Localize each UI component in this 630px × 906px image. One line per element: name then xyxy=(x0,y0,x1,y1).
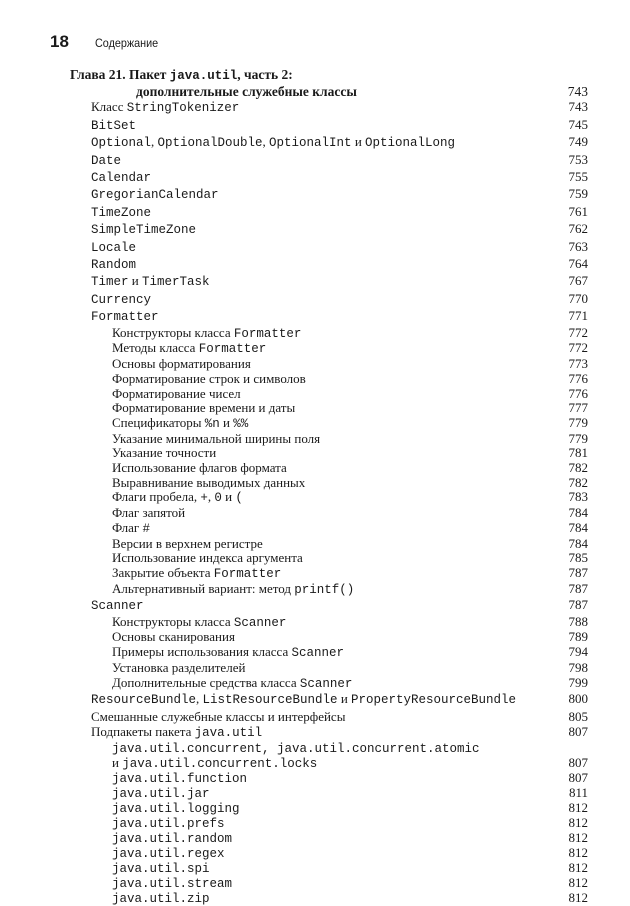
toc-entry xyxy=(70,221,588,238)
toc-entry-title: Formatter xyxy=(91,310,159,325)
toc-entry-page: 779 xyxy=(568,430,588,446)
toc-entry-page: 812 xyxy=(568,845,588,861)
toc-entry xyxy=(70,357,588,372)
toc-entry xyxy=(70,326,588,342)
chapter-heading: Глава 21. Пакет java.util, часть 2: дополнительные служебные классы 743 xyxy=(70,67,588,100)
toc-entry xyxy=(70,741,588,756)
toc-entry xyxy=(70,816,588,831)
toc-entry xyxy=(70,490,588,506)
toc-entry-title: java.util.logging xyxy=(112,802,240,817)
toc-entry-page: 781 xyxy=(568,445,588,461)
toc-entry xyxy=(70,152,588,169)
section-title: Содержание xyxy=(94,36,159,50)
toc-entry xyxy=(70,724,588,741)
toc-entry xyxy=(70,401,588,416)
toc-entry xyxy=(70,709,588,724)
toc-entry-page: 767 xyxy=(568,273,588,289)
toc-entry-page: 771 xyxy=(568,308,588,324)
toc-entry xyxy=(70,506,588,521)
toc-entry-page: 807 xyxy=(568,724,588,740)
toc-entry-page: 787 xyxy=(568,564,588,580)
toc-entry xyxy=(70,551,588,566)
toc-entry xyxy=(70,756,588,771)
toc-entry-title: Указание минимальной ширины поля xyxy=(112,430,321,446)
toc-entries xyxy=(70,99,588,906)
toc-entry-title: Дополнительные средства класса Scanner xyxy=(112,674,353,691)
toc-entry-title: java.util.jar xyxy=(112,787,210,802)
toc-entry xyxy=(70,691,588,708)
toc-entry-title: Закрытие объекта Formatter xyxy=(112,564,282,581)
toc-entry-page: 759 xyxy=(568,186,588,202)
toc-entry-title: Optional, OptionalDouble, OptionalInt и OptionalLong xyxy=(91,134,456,151)
toc-entry-page: 787 xyxy=(568,597,588,613)
toc-entry-title: Форматирование строк и символов xyxy=(112,370,306,386)
toc-entry-title: Подпакеты пакета java.util xyxy=(91,724,263,741)
toc-entry-page: 776 xyxy=(568,370,588,386)
toc-entry-title: Date xyxy=(91,153,122,168)
toc-entry-page: 800 xyxy=(568,691,588,707)
toc-entry-page: 782 xyxy=(568,460,588,476)
toc-entry-title: Альтернативный вариант: метод printf() xyxy=(112,580,355,597)
chapter-subtitle: дополнительные служебные классы xyxy=(136,84,357,100)
toc-entry-page: 805 xyxy=(568,708,588,724)
toc-entry xyxy=(70,432,588,447)
toc-entry-title: Форматирование времени и даты xyxy=(112,400,296,416)
table-of-contents xyxy=(70,67,588,906)
toc-entry-title: Основы форматирования xyxy=(112,356,251,372)
toc-entry-page: 743 xyxy=(568,99,588,115)
toc-entry-title: java.util.zip xyxy=(112,892,210,906)
toc-entry-page: 794 xyxy=(568,644,588,660)
toc-entry-page: 783 xyxy=(568,489,588,505)
toc-entry xyxy=(70,476,588,491)
toc-entry-page: 772 xyxy=(568,324,588,340)
toc-entry-title: java.util.random xyxy=(112,832,233,847)
toc-entry-title: Форматирование чисел xyxy=(112,385,241,401)
toc-entry-title: Выравнивание выводимых данных xyxy=(112,474,306,490)
toc-entry-title: java.util.spi xyxy=(112,862,210,877)
toc-entry xyxy=(70,99,588,116)
toc-entry xyxy=(70,597,588,614)
toc-entry xyxy=(70,676,588,692)
toc-entry xyxy=(70,771,588,786)
toc-entry-title: BitSet xyxy=(91,118,137,133)
page-number: 18 xyxy=(50,32,69,51)
toc-entry-title: Версии в верхнем регистре xyxy=(112,535,263,551)
toc-entry-page: 812 xyxy=(568,860,588,876)
toc-entry-page: 770 xyxy=(568,290,588,306)
toc-entry-page: 812 xyxy=(568,815,588,831)
toc-entry-page: 749 xyxy=(568,134,588,150)
toc-entry-title: Класс StringTokenizer xyxy=(91,99,240,116)
toc-entry xyxy=(70,566,588,582)
toc-entry xyxy=(70,256,588,273)
toc-entry xyxy=(70,661,588,676)
toc-entry-page: 772 xyxy=(568,340,588,356)
toc-entry-page: 787 xyxy=(568,580,588,596)
toc-entry-title: TimeZone xyxy=(91,205,152,220)
toc-entry-title: Флаг запятой xyxy=(112,505,186,521)
toc-entry xyxy=(70,291,588,308)
toc-entry-title: ResourceBundle, ListResourceBundle и PropertyResourceBundle xyxy=(91,691,517,708)
toc-entry xyxy=(70,537,588,552)
toc-entry-page: 773 xyxy=(568,356,588,372)
toc-entry-page: 799 xyxy=(568,674,588,690)
toc-entry xyxy=(70,582,588,598)
toc-entry xyxy=(70,273,588,290)
toc-entry xyxy=(70,630,588,645)
toc-entry-title: SimpleTimeZone xyxy=(91,223,197,238)
chapter-page: 743 xyxy=(567,84,588,100)
toc-entry-page: 777 xyxy=(568,400,588,416)
toc-entry-page: 785 xyxy=(568,550,588,566)
toc-entry-page: 811 xyxy=(568,785,588,801)
toc-entry-page: 762 xyxy=(568,221,588,237)
toc-entry-page: 782 xyxy=(568,474,588,490)
toc-entry-title: Использование флагов формата xyxy=(112,460,287,476)
toc-entry-page: 784 xyxy=(568,519,588,535)
toc-entry-page: 761 xyxy=(568,203,588,219)
toc-entry-page: 789 xyxy=(568,629,588,645)
toc-entry xyxy=(70,876,588,891)
toc-entry-title: java.util.prefs xyxy=(112,817,225,832)
toc-entry-page: 812 xyxy=(568,890,588,906)
toc-entry xyxy=(70,645,588,661)
toc-entry-title: Примеры использования класса Scanner xyxy=(112,644,345,661)
toc-entry-page: 776 xyxy=(568,385,588,401)
toc-entry-page: 755 xyxy=(568,169,588,185)
toc-entry xyxy=(70,341,588,357)
toc-entry-title: Scanner xyxy=(91,599,144,614)
toc-entry-title: Флаг # xyxy=(112,519,150,536)
toc-entry-title: java.util.concurrent, java.util.concurrent.atomic xyxy=(112,742,480,757)
toc-entry xyxy=(70,204,588,221)
toc-entry-title: Использование индекса аргумента xyxy=(112,550,303,566)
toc-entry-page: 812 xyxy=(568,830,588,846)
toc-entry xyxy=(70,891,588,906)
toc-entry-title: Конструкторы класса Scanner xyxy=(112,613,287,630)
toc-entry-title: Установка разделителей xyxy=(112,659,246,675)
toc-entry-page: 753 xyxy=(568,151,588,167)
toc-entry xyxy=(70,117,588,134)
toc-entry-title: Методы класса Formatter xyxy=(112,340,267,357)
toc-entry xyxy=(70,134,588,151)
toc-entry xyxy=(70,372,588,387)
toc-entry-page: 784 xyxy=(568,505,588,521)
toc-entry xyxy=(70,446,588,461)
toc-entry-title: java.util.stream xyxy=(112,877,233,892)
toc-entry xyxy=(70,169,588,186)
toc-entry-page: 798 xyxy=(568,659,588,675)
toc-entry-title: Смешанные служебные классы и интерфейсы xyxy=(91,708,346,724)
toc-entry xyxy=(70,786,588,801)
toc-entry-title: Конструкторы класса Formatter xyxy=(112,324,302,341)
toc-entry-title: java.util.function xyxy=(112,772,248,787)
toc-entry xyxy=(70,308,588,325)
toc-entry-title: и java.util.concurrent.locks xyxy=(112,755,318,772)
toc-entry xyxy=(70,186,588,203)
toc-entry-title: Timer и TimerTask xyxy=(91,273,210,290)
toc-entry-title: Указание точности xyxy=(112,445,217,461)
toc-entry xyxy=(70,831,588,846)
toc-entry-page: 812 xyxy=(568,800,588,816)
toc-entry-page: 763 xyxy=(568,238,588,254)
toc-entry xyxy=(70,461,588,476)
toc-entry xyxy=(70,801,588,816)
toc-entry xyxy=(70,615,588,631)
toc-entry-page: 788 xyxy=(568,613,588,629)
toc-entry-page: 807 xyxy=(568,755,588,771)
toc-entry xyxy=(70,861,588,876)
running-header xyxy=(50,32,165,54)
toc-entry-title: Currency xyxy=(91,292,152,307)
toc-entry-title: Спецификаторы %n и %% xyxy=(112,414,249,431)
toc-entry-title: java.util.regex xyxy=(112,847,225,862)
toc-entry-page: 807 xyxy=(568,770,588,786)
toc-entry-title: GregorianCalendar xyxy=(91,188,219,203)
toc-entry xyxy=(70,416,588,432)
toc-entry-page: 812 xyxy=(568,875,588,891)
toc-entry-title: Основы сканирования xyxy=(112,629,235,645)
toc-entry xyxy=(70,387,588,402)
toc-entry xyxy=(70,239,588,256)
toc-entry-title: Calendar xyxy=(91,171,152,186)
toc-entry-page: 779 xyxy=(568,414,588,430)
toc-entry-title: Флаги пробела, +, 0 и ( xyxy=(112,489,243,506)
toc-entry-page: 764 xyxy=(568,256,588,272)
toc-entry xyxy=(70,521,588,537)
toc-entry-title: Random xyxy=(91,258,137,273)
toc-entry-page: 745 xyxy=(568,116,588,132)
toc-entry-title: Locale xyxy=(91,240,137,255)
toc-entry xyxy=(70,846,588,861)
toc-entry-page: 784 xyxy=(568,535,588,551)
